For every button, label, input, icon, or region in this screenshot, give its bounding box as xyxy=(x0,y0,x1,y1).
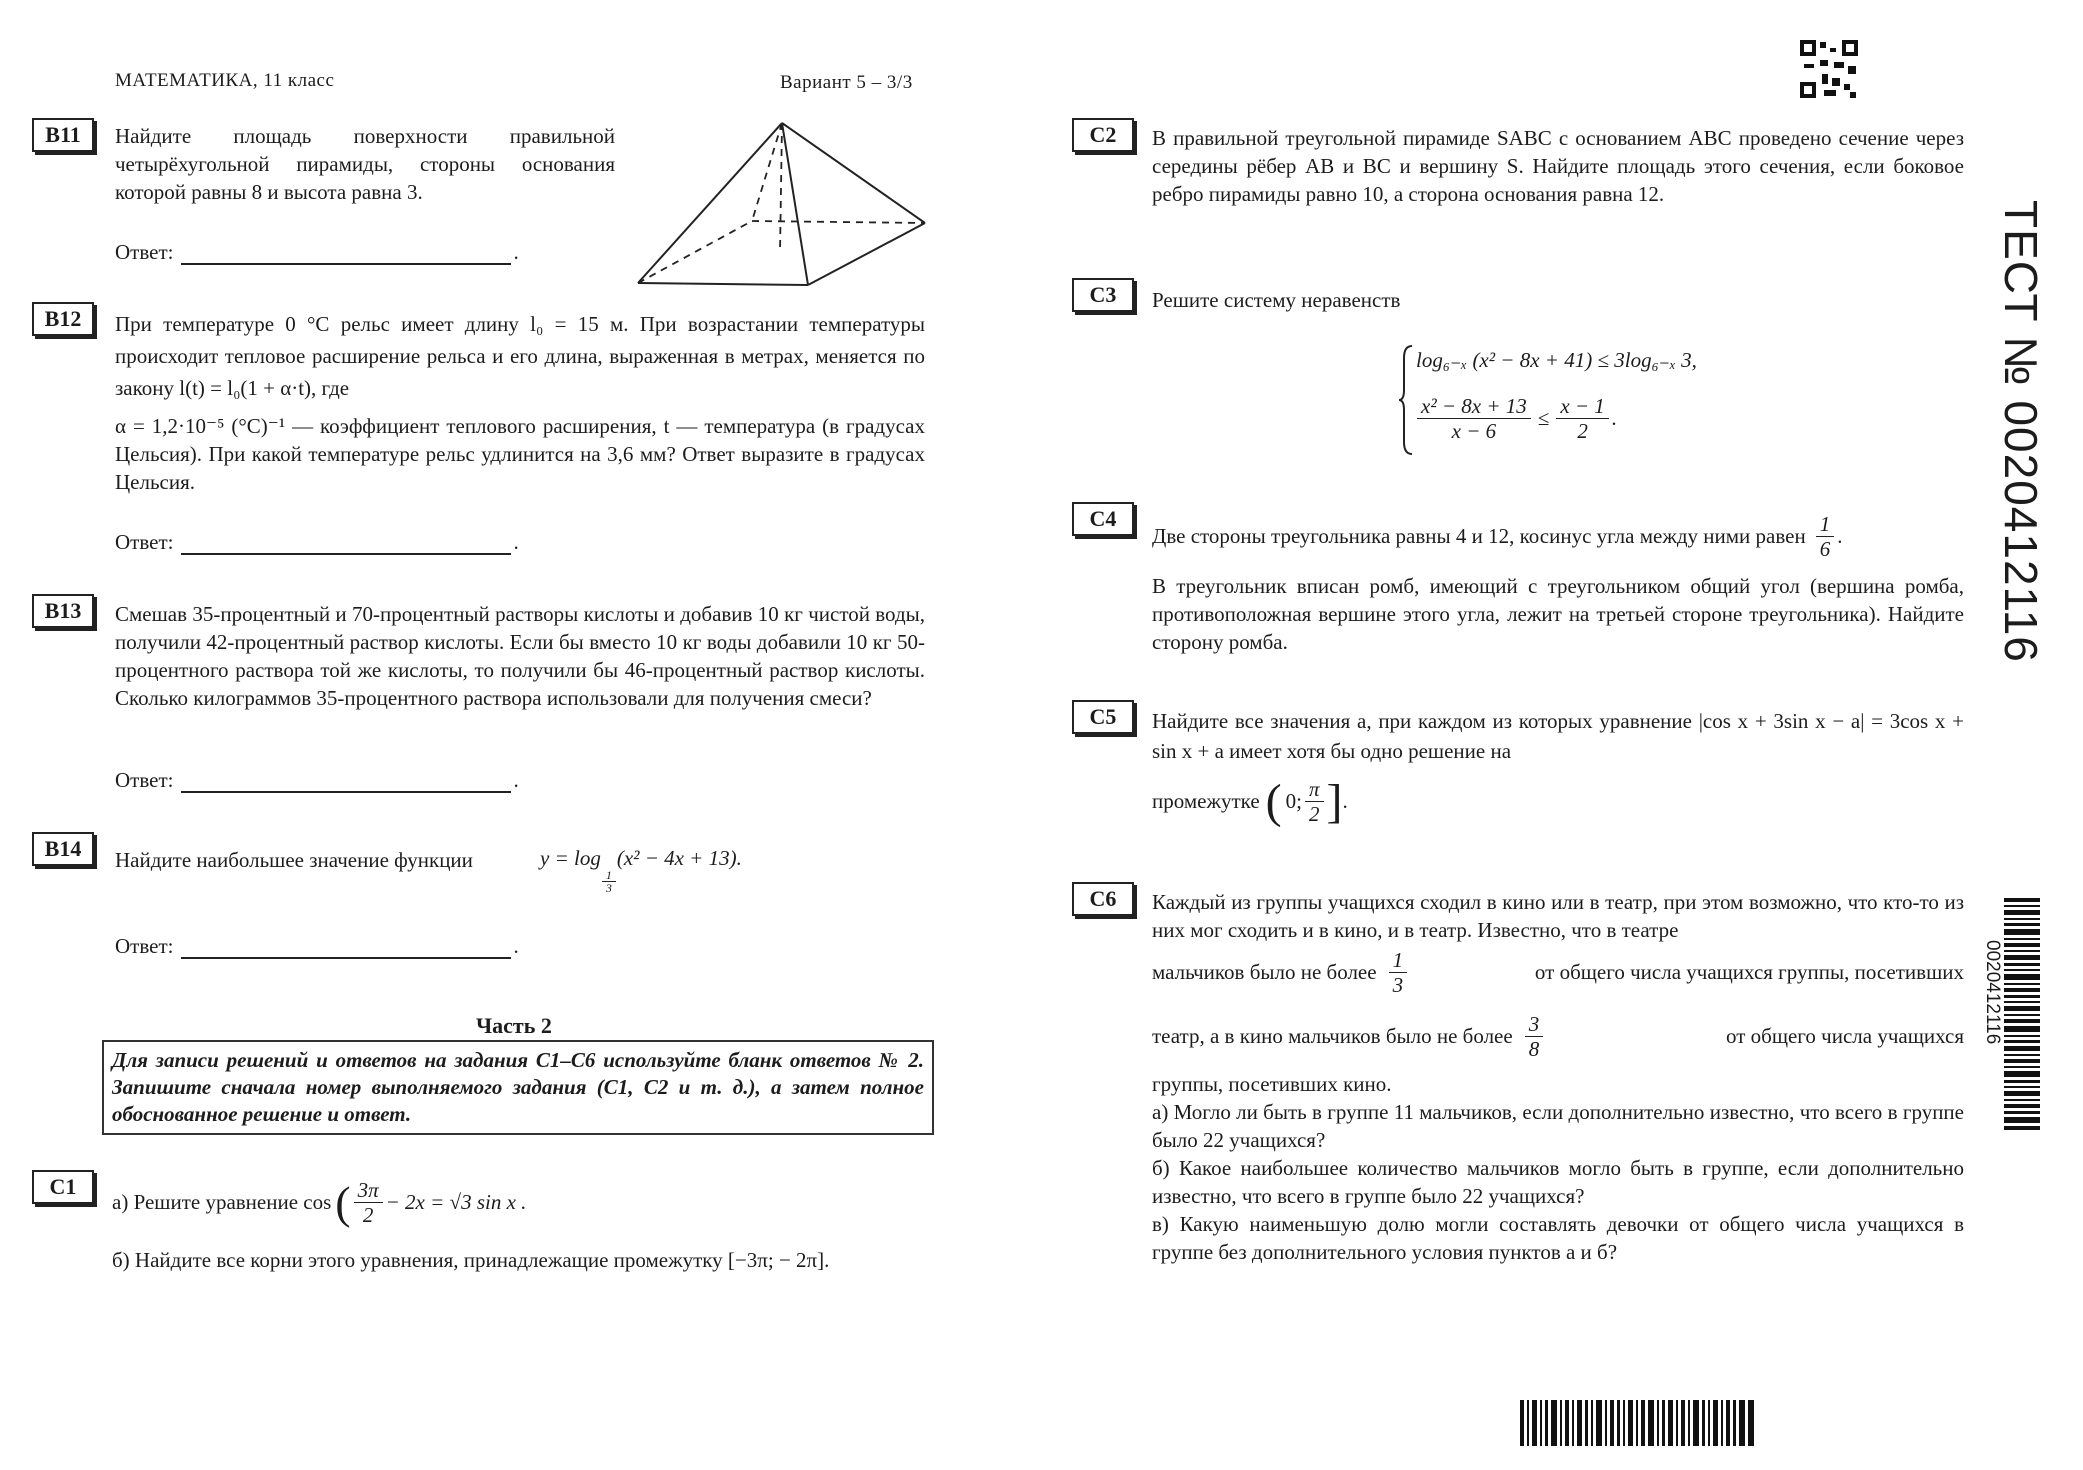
vertical-barcode-number: 0020412116 xyxy=(1982,940,2003,1045)
task-c6-question-c: в) Какую наименьшую долю могли составлять девочки от общего числа учащихся в группе без дополнительного условия пунктов а и б? xyxy=(1152,1212,1964,1264)
system-brace xyxy=(1398,344,1414,456)
task-c5-text: Найдите все значения a, при каждом из которых уравнение |cos x + 3sin x − a| = 3cos x + sin x + a имеет хотя бы одно решение на xyxy=(1152,709,1964,763)
c3-inequality-2: $\frac{\text{x² − 8x + 13}}{x - 6}$ ≤ $\frac{x - 1}{2}$ . xyxy=(1414,394,1617,443)
task-label-c2: C2 xyxy=(1072,118,1134,152)
qr-code-icon xyxy=(1800,40,1858,98)
task-label-b13: B13 xyxy=(32,594,94,628)
task-c5-interval: промежутке ( 0; $\frac{\pi}{2}$ ] . xyxy=(1152,775,1348,828)
task-c1-part-b: б) Найдите все корни этого уравнения, принадлежащие промежутку [−3π; − 2π]. xyxy=(112,1248,830,1272)
task-c4-line1: Две стороны треугольника равны 4 и 12, косинус угла между ними равен $\frac{1}{6}$ . xyxy=(1152,512,1843,561)
bottom-barcode-icon xyxy=(1520,1400,1754,1446)
part2-title: Часть 2 xyxy=(476,1013,552,1038)
task-b13-text: Смешав 35-процентный и 70-процентный растворы кислоты и добавив 10 кг чистой воды, получили 42-процентный раствор кислоты. Если бы вместо 10 кг воды добавили 10 кг 50-процентного раствора той же кислоты, то получили бы 46-процентный раствор кислоты. Сколько килограммов 35-процентного раствора использовали для получения смеси? xyxy=(115,602,925,710)
c1-a-suffix: − 2x = √3 sin x . xyxy=(385,1190,527,1214)
task-c6-question-a: а) Могло ли быть в группе 11 мальчиков, если дополнительно известно, что всего в группе было 22 учащихся? xyxy=(1152,1100,1964,1152)
task-c6-line-boys-cinema: театр, а в кино мальчиков было не более $\frac{3}{8}$ от общего числа учащихся xyxy=(1152,1012,1964,1061)
task-label-b11: B11 xyxy=(32,118,94,152)
part2-instructions: Для записи решений и ответов на задания C1–C6 используйте бланк ответов № 2. Запишите сначала номер выполняемого задания (C1, C2 и т. д.), а затем полное обоснованное решение и ответ. xyxy=(102,1040,934,1135)
task-b11-text: Найдите площадь поверхности правильной четырёхугольной пирамиды, стороны основания которой равны 8 и высота равна 3. xyxy=(115,124,615,204)
vertical-test-title: ТЕСТ № 0020412116 xyxy=(1995,200,2047,663)
task-label-c4: C4 xyxy=(1072,502,1134,536)
answer-line[interactable] xyxy=(181,533,511,555)
task-label-c3: C3 xyxy=(1072,278,1134,312)
task-c6-paragraph-1: Каждый из группы учащихся сходил в кино или в театр, при этом возможно, что кто-то из них мог сходить и в кино, и в театр. Известно, что в театре xyxy=(1152,890,1964,942)
variant-header: Вариант 5 – 3/3 xyxy=(780,72,913,93)
c3-inequality-1: log₆₋ₓ (x² − 8x + 41) ≤ 3log₆₋ₓ 3, xyxy=(1416,348,1697,372)
vertical-barcode-icon xyxy=(2004,898,2040,1130)
task-c6-question-b: б) Какое наибольшее количество мальчиков могло быть в группе, если дополнительно известно, что всего в группе было 22 учащихся? xyxy=(1152,1156,1964,1208)
answer-line[interactable] xyxy=(181,243,511,265)
task-label-c6: C6 xyxy=(1072,882,1134,916)
pyramid-figure xyxy=(630,118,930,288)
b14-log-base: $\frac{1}{3}$ xyxy=(602,869,616,894)
answer-field-b12[interactable]: Ответ: . xyxy=(115,530,519,554)
answer-field-b14[interactable]: Ответ: . xyxy=(115,934,519,958)
task-c4-text: В треугольник вписан ромб, имеющий с треугольником общий угол (вершина ромба, противоположная вершине этого угла, лежит на третьей стороне треугольника). Найдите сторону ромба. xyxy=(1152,574,1964,654)
c1-a-prefix: а) Решите уравнение cos xyxy=(112,1190,332,1214)
task-c6-paragraph-4: группы, посетивших кино. xyxy=(1152,1072,1392,1096)
subject-header: МАТЕМАТИКА, 11 класс xyxy=(115,70,335,91)
answer-label: Ответ: xyxy=(115,934,174,958)
answer-label: Ответ: xyxy=(115,240,174,264)
answer-line[interactable] xyxy=(181,937,511,959)
task-label-b12: B12 xyxy=(32,302,94,336)
answer-label: Ответ: xyxy=(115,768,174,792)
answer-label: Ответ: xyxy=(115,530,174,554)
task-c2-text: В правильной треугольной пирамиде SABC с основанием ABC проведено сечение через середины рёбер AB и BC и вершину S. Найдите площадь этого сечения, если боковое ребро пирамиды равно 10, а сторона основания равна 12. xyxy=(1152,126,1964,206)
task-c1-part-a: а) Решите уравнение cos ( $\frac{3\pi}{2}$ − 2x = √3 sin x . xyxy=(112,1177,527,1228)
task-label-c5: C5 xyxy=(1072,700,1134,734)
task-label-c1: C1 xyxy=(32,1170,94,1204)
b14-argument: (x² − 4x + 13). xyxy=(616,846,742,870)
b14-function: y = log xyxy=(540,846,601,870)
task-b12-text-part1: При температуре 0 °C рельс имеет длину l₀ = 15 м. При возрастании температуры происходит тепловое расширение рельса и его длина, выраженная в метрах, меняется по закону l(t) = l₀(1 + α·t), где xyxy=(115,312,925,400)
task-b14-formula xyxy=(540,846,742,894)
answer-field-b13[interactable]: Ответ: . xyxy=(115,768,519,792)
task-label-b14: B14 xyxy=(32,832,94,866)
task-b12-text-part2: α = 1,2·10⁻⁵ (°C)⁻¹ — коэффициент теплового расширения, t — температура (в градусах Цельсия). При какой температуре рельс удлинится на 3,6 мм? Ответ выразите в градусах Цельсия. xyxy=(115,414,925,494)
task-c3-text: Решите систему неравенств xyxy=(1152,288,1401,312)
answer-field-b11[interactable]: Ответ: . xyxy=(115,240,519,264)
task-b14-text: Найдите наибольшее значение функции xyxy=(115,848,473,872)
task-c6-line-boys-theatre: мальчиков было не более $\frac{1}{3}$ от общего числа учащихся группы, посетивших xyxy=(1152,948,1964,997)
c1-fraction: $\frac{3\pi}{2}$ xyxy=(354,1178,383,1227)
answer-line[interactable] xyxy=(181,771,511,793)
